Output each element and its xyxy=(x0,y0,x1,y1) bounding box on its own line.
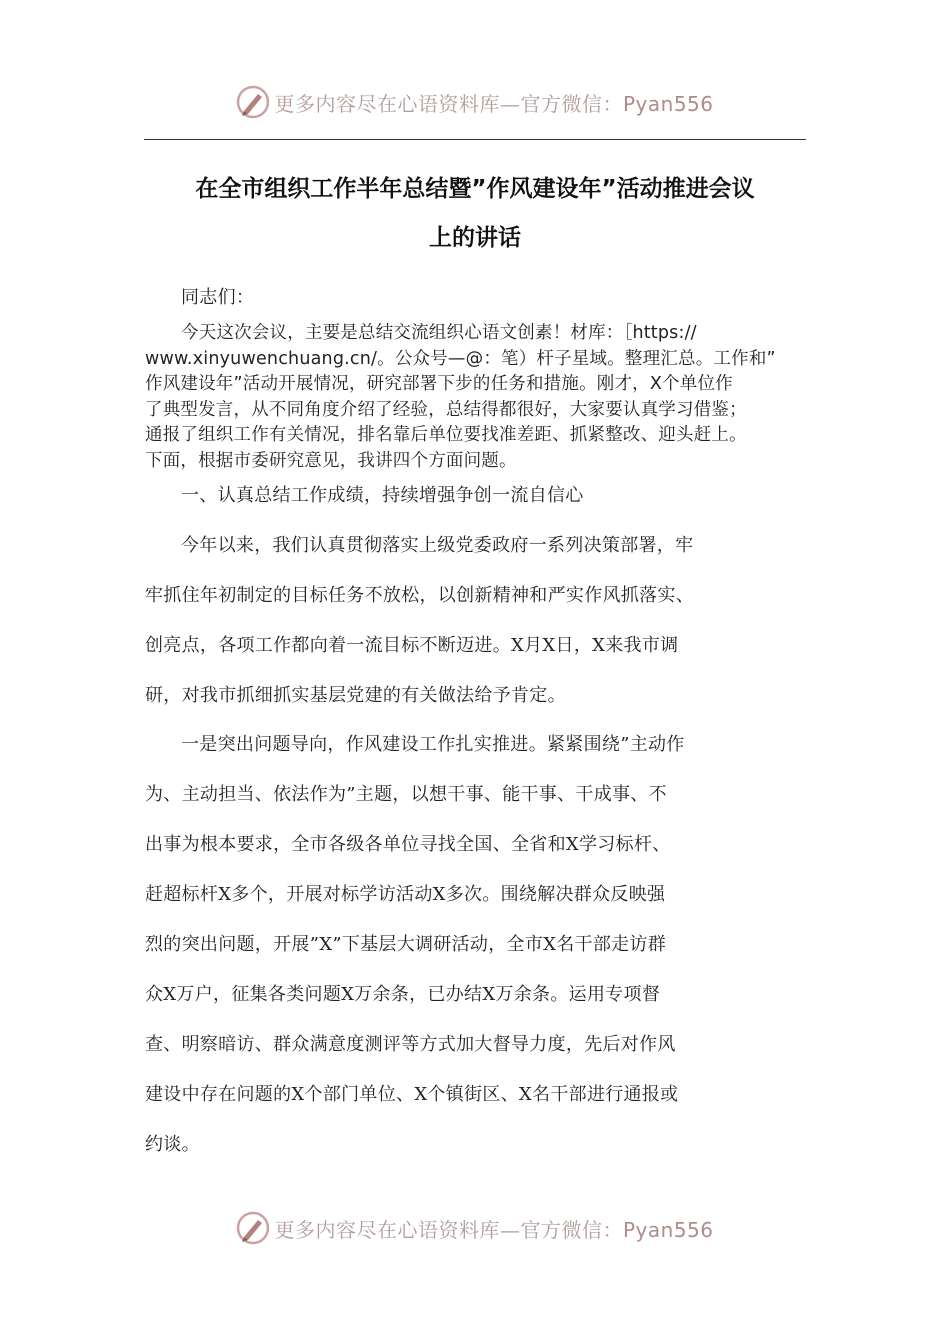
header-watermark-banner xyxy=(0,82,950,122)
body-paragraph-2 xyxy=(145,720,809,1170)
paragraph-line: 一是突出问题导向，作风建设工作扎实推进。紧紧围绕”主动作 xyxy=(181,734,685,755)
paragraph-line: 牢抓住年初制定的目标任务不放松，以创新精神和严实作风抓落实、 xyxy=(145,585,694,606)
paragraph-line: 研，对我市抓细抓实基层党建的有关做法给予肯定。 xyxy=(145,685,566,706)
paragraph-line: 众X万户，征集各类问题X万余条，已办结X万余条。运用专项督 xyxy=(145,984,661,1005)
paragraph-line: 今年以来，我们认真贯彻落实上级党委政府一系列决策部署，牢 xyxy=(181,535,694,556)
paragraph-line: 建设中存在问题的X个部门单位、X个镇街区、X名干部进行通报或 xyxy=(145,1084,679,1105)
banner-contact: Pyan556 xyxy=(622,1217,714,1242)
salutation: 同志们： xyxy=(181,287,255,308)
body-paragraph-1 xyxy=(145,521,809,721)
paragraph-line: 出事为根本要求，全市各级各单位寻找全国、全省和X学习标杆、 xyxy=(145,834,671,855)
banner-text: 更多内容尽在心语资料库—官方微信：Pyan556 xyxy=(274,1217,714,1242)
intro-line: www.xinyuwenchuang.cn/。公众号—@：笔）杆子星域。整理汇总。工作和” xyxy=(145,348,776,369)
document-title-line-1: 在全市组织工作半年总结暨”作风建设年”活动推进会议 xyxy=(195,176,755,202)
paragraph-line: 查、明察暗访、群众满意度测评等方式加大督导力度，先后对作风 xyxy=(145,1034,676,1055)
header-divider xyxy=(144,139,806,140)
document-title-line-2: 上的讲话 xyxy=(429,225,521,251)
intro-line: 下面，根据市委研究意见，我讲四个方面问题。 xyxy=(145,450,517,471)
banner-text: 更多内容尽在心语资料库—官方微信：Pyan556 xyxy=(274,91,714,116)
section-heading: 一、认真总结工作成绩，持续增强争创一流自信心 xyxy=(181,485,584,506)
intro-line: 了典型发言，从不同角度介绍了经验，总结得都很好，大家要认真学习借鉴； xyxy=(145,399,747,420)
paragraph-line: 赶超标杆X多个，开展对标学访活动X多次。围绕解决群众反映强 xyxy=(145,884,666,905)
intro-line: 通报了组织工作有关情况，排名靠后单位要找准差距、抓紧整改、迎头赶上。 xyxy=(145,425,747,446)
intro-line: 今天这次会议，主要是总结交流组织心语文创素！材库：［https:// xyxy=(181,323,697,343)
paragraph-line: 为、主动担当、依法作为”主题，以想干事、能干事、干成事、不 xyxy=(145,784,667,805)
paragraph-line: 创亮点，各项工作都向着一流目标不断迈进。X月X日，X来我市调 xyxy=(145,635,679,656)
footer-watermark-banner xyxy=(0,1208,950,1248)
intro-paragraph xyxy=(145,321,809,475)
pen-logo-icon xyxy=(236,85,270,119)
paragraph-line: 约谈。 xyxy=(145,1134,200,1155)
banner-contact: Pyan556 xyxy=(622,91,714,116)
pen-logo-icon xyxy=(236,1211,270,1245)
intro-line: 作风建设年”活动开展情况，研究部署下步的任务和措施。刚才，X个单位作 xyxy=(145,374,733,395)
paragraph-line: 烈的突出问题，开展”X”下基层大调研活动，全市X名干部走访群 xyxy=(145,934,667,955)
